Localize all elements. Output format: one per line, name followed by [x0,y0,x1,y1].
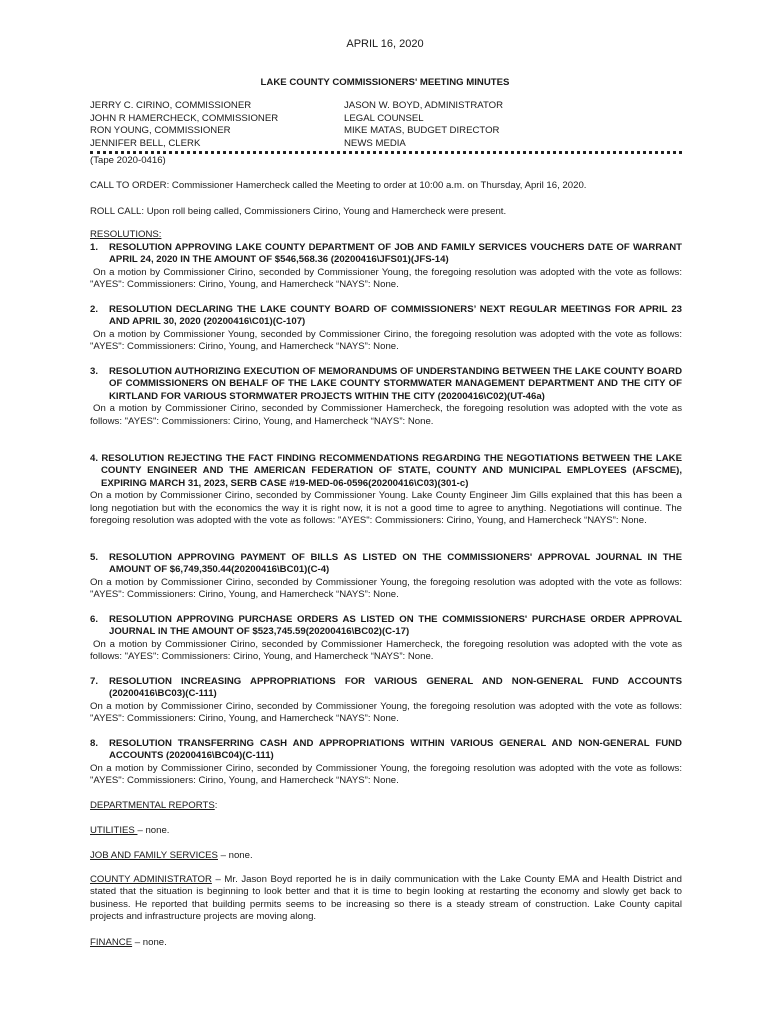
resolution-number: 6. [90,614,99,625]
resolution-item [90,738,682,788]
call-to-order: CALL TO ORDER: Commissioner Hamercheck called the Meeting to order at 10:00 a.m. on Thursday, April 16, 2020. [90,180,587,191]
attendees-right-column [344,100,503,151]
attendee: JENNIFER BELL, CLERK [90,138,201,150]
tape-number: (Tape 2020-0416) [90,155,166,166]
attendee: JOHN R HAMERCHECK, COMMISSIONER [90,112,279,124]
resolution-number: 2. [90,304,99,315]
resolution-motion: On a motion by Commissioner Cirino, seconded by Commissioner Young. Lake County Engineer Jim Gills explained that this has been a long negotiation but with the economics the way it is right now, it is not a good time to agree to anything. Negotiations will continue. The foregoing resolution was adopted with the vote as follows: "AYES": Commissioners: Cirino, Young, and Hamercheck “NAYS”: None. [90,490,682,527]
resolution-motion: On a motion by Commissioner Cirino, seconded by Commissioner Young, the foregoing resolution was adopted with the vote as follows: "AYES": Commissioners: Cirino, Young, and Hamercheck “NAYS”: None. [90,576,682,601]
resolution-motion: On a motion by Commissioner Cirino, seconded by Commissioner Hamercheck, the foregoing resolution was adopted with the vote as follows: "AYES": Commissioners: Cirino, Young, and Hamercheck “NAYS”: None. [90,638,682,663]
resolution-title: 5. RESOLUTION APPROVING PAYMENT OF BILLS AS LISTED ON THE COMMISSIONERS' APPROVAL JOURNAL IN THE AMOUNT OF $6,749,350.44(20200416\BC01)(C-4) [90,552,682,576]
resolution-number: 1. [90,242,99,253]
attendee: RON YOUNG, COMMISSIONER [90,125,231,137]
resolution-item [90,453,682,527]
departmental-reports-heading: DEPARTMENTAL REPORTS: [90,800,218,811]
resolution-number: 4. [90,453,99,464]
resolution-motion: On a motion by Commissioner Cirino, seconded by Commissioner Young, the foregoing resolution was adopted with the vote as follows: "AYES": Commissioners: Cirino, Young, and Hamercheck “NAYS”: None. [90,700,682,725]
report-label: FINANCE [90,937,133,948]
resolution-item [90,304,682,354]
resolutions-heading: RESOLUTIONS: [90,229,162,240]
document-title: LAKE COUNTY COMMISSIONERS' MEETING MINUTES [260,77,510,88]
resolution-motion: On a motion by Commissioner Young, seconded by Commissioner Cirino, the foregoing resolution was adopted with the vote as follows: "AYES": Commissioners: Cirino, Young, and Hamercheck “NAYS”: None. [90,328,682,353]
resolution-item [90,366,682,428]
roll-call: ROLL CALL: Upon roll being called, Commissioners Cirino, Young and Hamercheck were present. [90,206,507,217]
dotted-divider [90,151,682,154]
resolution-motion: On a motion by Commissioner Cirino, seconded by Commissioner Hamercheck, the foregoing resolution was adopted with the vote as follows: "AYES": Commissioners: Cirino, Young, and Hamercheck “NAYS”: None. [90,403,682,427]
resolution-number: 7. [90,676,99,687]
resolution-number: 5. [90,552,99,563]
resolution-title: 7. RESOLUTION INCREASING APPROPRIATIONS FOR VARIOUS GENERAL AND NON-GENERAL FUND ACCOUNTS (20200416\BC03)(C-111) [90,676,682,700]
resolution-title: 8. RESOLUTION TRANSFERRING CASH AND APPROPRIATIONS WITHIN VARIOUS GENERAL AND NON-GENERAL FUND ACCOUNTS (20200416\BC04)(C-111) [90,738,682,762]
report-label: COUNTY ADMINISTRATOR [90,874,212,885]
attendee: NEWS MEDIA [344,138,406,150]
report-job-family-services: JOB AND FAMILY SERVICES – none. [90,850,253,861]
report-label: UTILITIES [90,825,138,836]
resolution-title: 3. RESOLUTION AUTHORIZING EXECUTION OF MEMORANDUMS OF UNDERSTANDING BETWEEN THE LAKE COUNTY BOARD OF COMMISSIONERS ON BEHALF OF THE LAKE COUNTY STORMWATER MANAGEMENT DEPARTMENT AND THE CITY OF KIRTLAND FOR VARIOUS STORMWATER PROJECTS WITHIN THE CITY (20200416\C02)(UT-46a) [90,366,682,402]
resolution-item [90,676,682,726]
resolution-item [90,614,682,664]
attendee: JERRY C. CIRINO, COMMISSIONER [90,100,252,111]
resolution-item [90,242,682,292]
report-label: JOB AND FAMILY SERVICES [90,850,218,861]
report-finance: FINANCE – none. [90,937,167,948]
meeting-date: APRIL 16, 2020 [346,38,424,50]
report-county-administrator: COUNTY ADMINISTRATOR – Mr. Jason Boyd reported he is in daily communication with the Lake County EMA and Health District and stated that the situation is beginning to look better and that it is time to begin looking at restarting the economy and slowly get back to business. He reported that building permits seems to be increasing so there is a steady stream of construction. Lake County capital projects and infrastructure projects are moving along. [90,874,683,923]
resolution-title: 2. RESOLUTION DECLARING THE LAKE COUNTY BOARD OF COMMISSIONERS’ NEXT REGULAR MEETINGS FOR APRIL 23 AND APRIL 30, 2020 (20200416\C01)(C-107) [90,304,682,328]
resolution-title: 6. RESOLUTION APPROVING PURCHASE ORDERS AS LISTED ON THE COMMISSIONERS' PURCHASE ORDER APPROVAL JOURNAL IN THE AMOUNT OF $523,745.59(20200416\BC02)(C-17) [90,614,682,638]
resolution-motion: On a motion by Commissioner Cirino, seconded by Commissioner Young, the foregoing resolution was adopted with the vote as follows: "AYES": Commissioners: Cirino, Young, and Hamercheck “NAYS”: None. [90,762,682,787]
resolution-motion: On a motion by Commissioner Cirino, seconded by Commissioner Young, the foregoing resolution was adopted with the vote as follows: "AYES": Commissioners: Cirino, Young, and Hamercheck “NAYS”: None. [90,266,682,291]
resolution-number: 8. [90,738,99,749]
resolution-item [90,552,682,602]
attendee: JASON W. BOYD, ADMINISTRATOR [344,100,504,111]
resolution-title: 4. RESOLUTION REJECTING THE FACT FINDING RECOMMENDATIONS REGARDING THE NEGOTIATIONS BETWEEN THE LAKE COUNTY ENGINEER AND THE AMERICAN FEDERATION OF STATE, COUNTY AND MUNICIPAL EMPLOYEES (AFSCME), EXPIRING MARCH 31, 2023, SERB CASE #19-MED-06-0596(20200416\C03)(301-c) [90,453,682,489]
attendee: MIKE MATAS, BUDGET DIRECTOR [344,125,500,137]
resolution-title: 1. RESOLUTION APPROVING LAKE COUNTY DEPARTMENT OF JOB AND FAMILY SERVICES VOUCHERS DATE OF WARRANT APRIL 24, 2020 IN THE AMOUNT OF $546,568.36 (20200416\JFS01)(JFS-14) [90,242,682,266]
attendees-left-column [90,100,278,151]
attendee: LEGAL COUNSEL [344,112,424,124]
resolution-number: 3. [90,366,99,377]
report-utilities: UTILITIES – none. [90,825,170,836]
